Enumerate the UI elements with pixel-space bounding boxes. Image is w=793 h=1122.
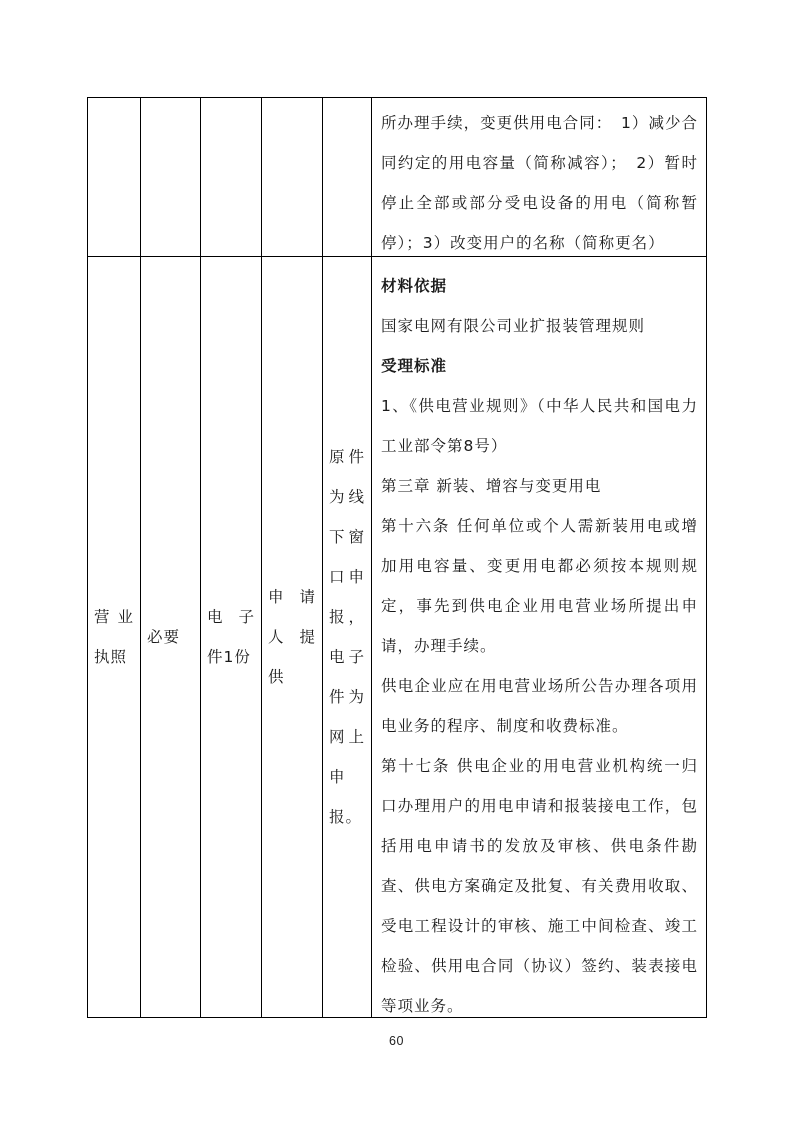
detail-rule-reference: 1、《供电营业规则》（中华人民共和国电力工业部令第8号）	[381, 397, 698, 455]
detail-article-16-part1: 第十六条 任何单位或个人需新装用电或增加用电容量、变更用电都必须按本规则规定，事先到供电企业用电营业场所提出申请，办理手续。	[381, 517, 698, 655]
empty-cell-provider	[262, 98, 323, 257]
page-number: 60	[389, 1034, 404, 1048]
materials-table	[87, 97, 707, 1018]
cell-material-name	[88, 257, 141, 1018]
necessity-text: 必要	[147, 628, 181, 646]
cell-submission-note	[323, 257, 372, 1018]
detail-article-17: 第十七条 供电企业的用电营业机构统一归口办理用户的用电申请和报装接电工作，包括用电申请书的发放及审核、供电条件勘查、供电方案确定及批复、有关费用收取、受电工程设计的审核、施工中间检查、竣工检验、供用电合同（协议）签约、装表接电等项业务。	[381, 757, 698, 1015]
material-name-box	[88, 257, 140, 1017]
empty-cell-submission	[323, 98, 372, 257]
empty-cell-form-count	[201, 98, 262, 257]
detail-article-16-part2: 供电企业应在用电营业场所公告办理各项用电业务的程序、制度和收费标准。	[381, 677, 698, 735]
procedure-continuation-text: 所办理手续，变更供用电合同： 1）减少合同约定的用电容量（简称减容）； 2）暂时停止全部或部分受电设备的用电（简称暂停）；3）改变用户的名称（简称更名）	[381, 114, 698, 252]
empty-cell-box	[201, 98, 261, 256]
material-details-box	[372, 257, 706, 1017]
cell-necessity	[141, 257, 201, 1018]
form-count-box	[201, 257, 261, 1017]
empty-cell-necessity	[141, 98, 201, 257]
cell-material-details	[372, 257, 707, 1018]
detail-chapter-title: 第三章 新装、增容与变更用电	[381, 477, 602, 495]
empty-cell-box	[88, 98, 140, 256]
cell-form-count	[201, 257, 262, 1018]
empty-cell-box	[262, 98, 322, 256]
detail-basis-text: 国家电网有限公司业扩报装管理规则	[381, 317, 646, 335]
table-row-business-license	[88, 257, 707, 1018]
cell-procedure-continuation	[372, 98, 707, 257]
submission-note-text: 原件为线下窗口申报，电子件为网上申报。	[329, 448, 365, 826]
cell-provider	[262, 257, 323, 1018]
empty-cell-material-name	[88, 98, 141, 257]
submission-note-box	[323, 257, 371, 1017]
empty-cell-box	[141, 98, 200, 256]
material-name-text: 营业执照	[94, 608, 134, 666]
detail-heading-material-basis: 材料依据	[381, 277, 448, 295]
table-row-continuation	[88, 98, 707, 257]
detail-heading-acceptance-standard: 受理标准	[381, 357, 448, 375]
provider-text: 申请人提供	[268, 588, 316, 686]
empty-cell-box	[323, 98, 371, 256]
provider-box	[262, 257, 322, 1017]
procedure-continuation-box	[372, 98, 706, 256]
form-count-text: 电子件1份	[207, 608, 255, 666]
necessity-box	[141, 257, 200, 1017]
